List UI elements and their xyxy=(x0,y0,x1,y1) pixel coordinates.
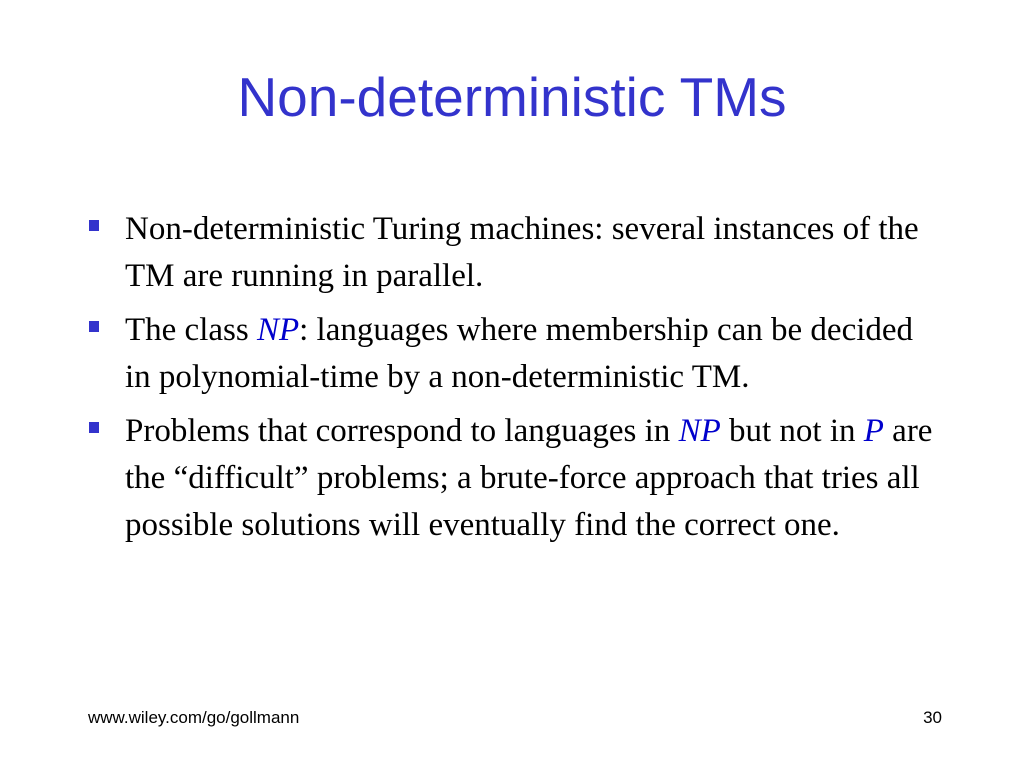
square-bullet-icon xyxy=(89,220,99,231)
bullet-text: but not in xyxy=(720,413,864,449)
bullet-item xyxy=(88,307,938,401)
square-bullet-icon xyxy=(89,321,99,332)
bullet-text: The class xyxy=(125,312,257,348)
bullet-item xyxy=(88,206,938,300)
np-term: NP xyxy=(256,312,300,348)
bullet-text: Problems that correspond to languages in xyxy=(125,413,679,449)
footer-url: www.wiley.com/go/gollmann xyxy=(88,708,300,727)
bullet-list xyxy=(88,206,938,556)
bullet-item xyxy=(88,408,938,549)
p-term: P xyxy=(863,413,884,449)
square-bullet-icon xyxy=(89,422,99,433)
bullet-text: : languages where membership can be decided in polynomial-time by a non-deterministic TM. xyxy=(125,312,914,395)
bullet-text: Non-deterministic Turing machines: several instances of the TM are running in parallel. xyxy=(125,211,919,294)
np-term: NP xyxy=(678,413,721,449)
bullet-text: are the “difficult” problems; a brute-force approach that tries all possible solutions will eventually find the correct one. xyxy=(125,413,933,543)
slide-title: Non-deterministic TMs xyxy=(237,66,787,128)
page-number: 30 xyxy=(923,708,942,727)
